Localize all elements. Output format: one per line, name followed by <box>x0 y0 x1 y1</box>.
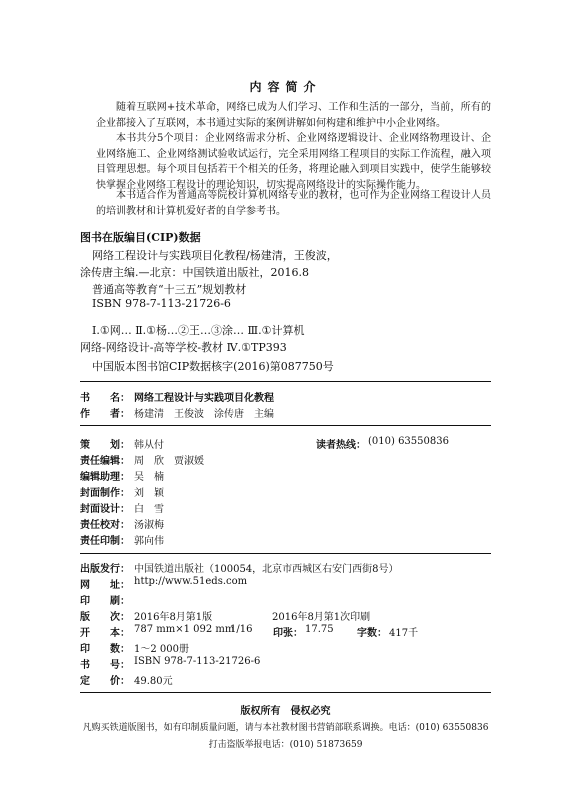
cip-line-6: 网络-网络设计-高等学校-教材 Ⅳ.①TP393 <box>80 341 287 354</box>
publisher-label: 出版发行： <box>80 564 130 575</box>
words-value: 417千 <box>389 628 419 639</box>
copies-label: 印 数： <box>80 644 130 655</box>
hotline-label: 读者热线： <box>316 440 366 451</box>
cip-line-3: 普通高等教育“十三五”规划教材 <box>92 283 247 296</box>
format-fraction: 1/16 <box>230 624 253 635</box>
cip-line-5: Ⅰ.①网… Ⅱ.①杨…②王…③涂… Ⅲ.①计算机 <box>92 324 305 337</box>
isbn-value: ISBN 978-7-113-21726-6 <box>134 656 261 667</box>
proofreader-label: 责任校对： <box>80 520 130 531</box>
cip-line-7: 中国版本图书馆CIP数据核字(2016)第087750号 <box>92 360 334 373</box>
sheets-value: 17.75 <box>305 624 334 635</box>
summary-paragraph-2: 本书共分5个项目：企业网络需求分析、企业网络逻辑设计、企业网络物理设计、企业网络施工、企业网络测试验收试运行，完全采用网络工程项目的实际工作流程，融入项目管理思想。每个项目包括若干个相关的任务，将理论融入到项目实践中，使学生能够较快掌握企业网络工程设计的理论知识，切实提高网络设计的实际操作能力。 <box>96 133 491 191</box>
cover-production-label: 封面制作： <box>80 488 130 499</box>
cover-production-value: 刘 颖 <box>134 488 164 499</box>
edition-label: 版 次： <box>80 612 130 623</box>
author-value: 杨建清 王俊波 涂传唐 主编 <box>134 409 274 420</box>
printing-value: 2016年8月第1次印刷 <box>272 612 371 623</box>
rights-notice: 版权所有 侵权必究 <box>240 706 331 717</box>
cip-line-2: 涂传唐主编.—北京：中国铁道出版社，2016.8 <box>80 266 309 279</box>
hotline-value: (010) 63550836 <box>368 436 449 447</box>
print-manager-label: 责任印制： <box>80 536 130 547</box>
book-title-value: 网络工程设计与实践项目化教程 <box>134 393 274 404</box>
proofreader-value: 汤淑梅 <box>134 520 164 531</box>
summary-paragraph-3: 本书适合作为普通高等院校计算机网络专业的教材，也可作为企业网络工程设计人员的培训教材和计算机爱好者的自学参考书。 <box>96 190 491 217</box>
cip-line-1: 网络工程设计与实践项目化教程/杨建清，王俊波， <box>92 249 338 262</box>
author-label: 作 者： <box>80 409 130 420</box>
edition-value: 2016年8月第1版 <box>134 612 213 623</box>
book-title-label: 书 名： <box>80 393 130 404</box>
format-value: 787 mm×1 092 mm <box>134 624 235 635</box>
print-manager-value: 郭向伟 <box>134 536 164 547</box>
planner-label: 策 划： <box>80 440 130 451</box>
piracy-hotline: 打击盗版举报电话：(010) 51873659 <box>208 740 363 750</box>
summary-title: 内容简介 <box>249 80 322 94</box>
editor-value: 周 欣 贾淑媛 <box>134 456 204 467</box>
copies-value: 1～2 000册 <box>134 644 189 655</box>
editor-label: 责任编辑： <box>80 456 130 467</box>
format-label: 开 本： <box>80 628 130 639</box>
assistant-value: 吴 楠 <box>134 472 164 483</box>
price-value: 49.80元 <box>134 676 173 687</box>
publisher-value: 中国铁道出版社（100054，北京市西城区右安门西街8号） <box>134 564 399 575</box>
planner-value: 韩从付 <box>134 440 164 451</box>
divider <box>80 425 491 426</box>
quality-notice: 凡购买铁道版图书，如有印制质量问题，请与本社教材图书营销部联系调换。电话：(010) 63550836 <box>82 723 489 733</box>
sheets-label: 印张： <box>273 628 303 639</box>
price-label: 定 价： <box>80 676 130 687</box>
assistant-label: 编辑助理： <box>80 472 130 483</box>
website-label: 网 址： <box>80 580 130 591</box>
cip-line-4: ISBN 978-7-113-21726-6 <box>92 297 231 310</box>
printer-label: 印 刷： <box>80 596 130 607</box>
isbn-label: 书 号： <box>80 660 130 671</box>
words-label: 字数： <box>357 628 387 639</box>
website-value: http://www.51eds.com <box>134 576 248 587</box>
divider <box>80 692 491 693</box>
divider <box>80 381 491 382</box>
summary-paragraph-1: 随着互联网+技术革命，网络已成为人们学习、工作和生活的一部分，当前，所有的企业都接入了互联网，本书通过实际的案例讲解如何构建和维护中小企业网络。 <box>96 102 491 129</box>
cover-design-label: 封面设计： <box>80 504 130 515</box>
cip-heading: 图书在版编目(CIP)数据 <box>80 231 201 244</box>
cover-design-value: 白 雪 <box>134 504 164 515</box>
divider <box>80 553 491 554</box>
